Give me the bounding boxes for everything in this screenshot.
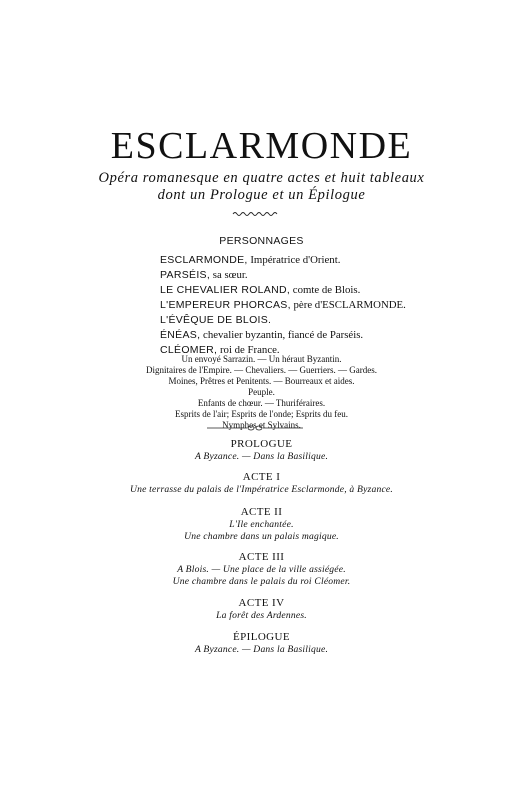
- section-heading: ACTE II: [240, 506, 283, 518]
- character-row: [160, 283, 500, 298]
- extras-line: Enfants de chœur. — Thuriféraires.: [197, 398, 326, 408]
- acte-3-section: [0, 550, 523, 588]
- subtitle-line-2: dont un Prologue et un Épilogue: [157, 187, 366, 203]
- character-desc: chevalier byzantin, fiancé de Parséis.: [200, 329, 364, 341]
- extras-line: Esprits de l'air; Esprits de l'onde; Esprits du feu.: [175, 409, 348, 419]
- extras-line: Moines, Prêtres et Penitents. — Bourreaux et aides.: [168, 376, 355, 386]
- epilogue-section: [0, 630, 523, 656]
- character-name: L'ÉVÊQUE DE BLOIS.: [160, 314, 272, 326]
- extras-line: Peuple.: [248, 387, 275, 397]
- section-line: L'Ile enchantée.: [229, 519, 294, 530]
- character-desc: Impératrice d'Orient.: [247, 254, 341, 266]
- squiggle-divider: [232, 210, 278, 218]
- section-line: A Byzance. — Dans la Basilique.: [194, 451, 329, 462]
- section-heading: ACTE I: [242, 471, 281, 483]
- character-name: CLÉOMER,: [160, 344, 218, 356]
- section-heading: ÉPILOGUE: [233, 631, 290, 643]
- acte-4-section: [0, 596, 523, 622]
- character-name: L'EMPEREUR PHORCAS,: [160, 299, 291, 311]
- extras-list: [0, 354, 523, 431]
- acte-1-section: [0, 470, 523, 496]
- character-desc: roi de France.: [217, 344, 280, 356]
- subtitle-line-1: Opéra romanesque en quatre actes et huit tableaux: [98, 170, 425, 186]
- section-heading: PROLOGUE: [230, 438, 293, 450]
- page-title: ESCLARMONDE: [110, 125, 413, 167]
- character-list: [160, 253, 500, 358]
- character-desc: père d'ESCLARMONDE.: [290, 299, 406, 311]
- character-row: [160, 253, 500, 268]
- section-line: A Byzance. — Dans la Basilique.: [194, 644, 329, 655]
- extras-line: Nymphes et Sylvains.: [222, 420, 301, 430]
- character-desc: sa sœur.: [210, 269, 248, 281]
- character-row: [160, 313, 500, 328]
- character-name: LE CHEVALIER ROLAND,: [160, 284, 291, 296]
- section-heading: ACTE IV: [238, 597, 285, 609]
- section-line: Une chambre dans un palais magique.: [184, 531, 339, 542]
- section-line: La forêt des Ardennes.: [216, 610, 307, 621]
- acte-2-section: [0, 505, 523, 543]
- extras-line: Un envoyé Sarrazin. — Un héraut Byzantin.: [181, 354, 342, 364]
- section-heading: ACTE III: [238, 551, 285, 563]
- character-desc: comte de Blois.: [290, 284, 361, 296]
- character-row: [160, 298, 500, 313]
- character-name: PARSÉIS,: [160, 269, 211, 281]
- character-name: ESCLARMONDE,: [160, 254, 248, 266]
- section-line: A Blois. — Une place de la ville assiégée.: [177, 564, 346, 575]
- extras-line: Dignitaires de l'Empire. — Chevaliers. — Guerriers. — Gardes.: [145, 365, 378, 375]
- character-row: [160, 268, 500, 283]
- section-line: Une terrasse du palais de l'Impératrice Esclarmonde, à Byzance.: [130, 484, 393, 495]
- personnages-heading: PERSONNAGES: [219, 235, 304, 247]
- ornament-divider: [205, 424, 305, 432]
- character-row: [160, 328, 500, 343]
- section-line: Une chambre dans le palais du roi Cléomer.: [172, 576, 351, 587]
- character-name: ÉNÉAS,: [160, 329, 201, 341]
- prologue-section: [0, 437, 523, 463]
